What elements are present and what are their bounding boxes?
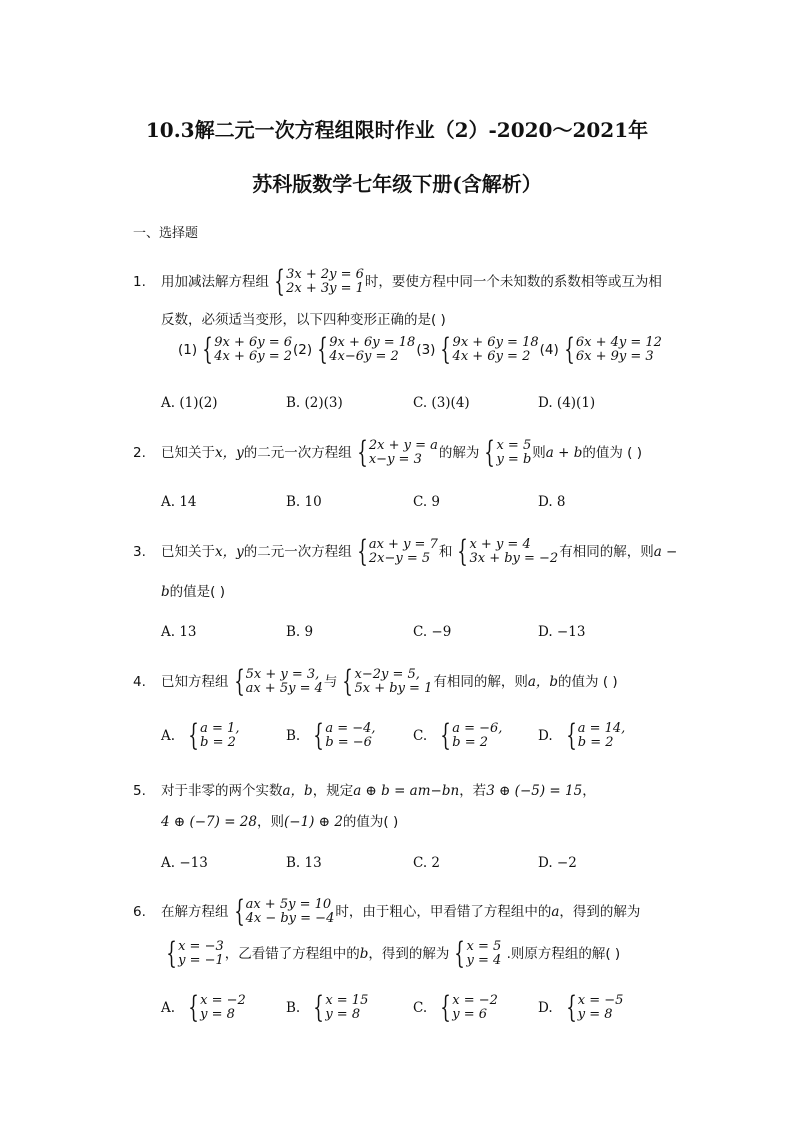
question-3-line-2: b的值是( ) — [161, 584, 225, 600]
equation-system: { 3x + 2y = 6 2x + 3y = 1 — [274, 264, 364, 299]
question-5-line-1: 5. 对于非零的两个实数a，b，规定a ⊕ b = am−bn，若3 ⊕ (−5) = 15， — [133, 783, 596, 799]
option-a[interactable]: A. (1)(2) — [161, 395, 218, 411]
question-1-line-1: 1. 用加减法解方程组 { 3x + 2y = 6 2x + 3y = 1 时，要使方程中同一个未知数的系数相等或互为相 — [133, 264, 662, 299]
option-c[interactable]: C. 2 — [413, 855, 441, 871]
question-number: 1. — [133, 274, 146, 290]
option-c[interactable]: C. { a = −6, b = 2 — [413, 718, 503, 753]
option-a[interactable]: A. { a = 1, b = 2 — [161, 718, 240, 753]
question-6-line-2: { x = −3 y = −1 ，乙看错了方程组中的b，得到的解为 { x = 5 y = 4 .则原方程组的解( ) — [166, 936, 621, 971]
option-c[interactable]: C. −9 — [413, 624, 452, 640]
option-b[interactable]: B. 13 — [286, 855, 322, 871]
option-a[interactable]: A. { x = −2 y = 8 — [161, 990, 246, 1025]
option-d[interactable]: D. { x = −5 y = 8 — [538, 990, 624, 1025]
option-d[interactable]: D. −13 — [538, 624, 586, 640]
question-5-line-2: 4 ⊕ (−7) = 28，则(−1) ⊕ 2的值为( ) — [161, 814, 399, 830]
option-d[interactable]: D. 8 — [538, 494, 566, 510]
option-d[interactable]: D. (4)(1) — [538, 395, 596, 411]
option-c[interactable]: C. { x = −2 y = 6 — [413, 990, 498, 1025]
option-b[interactable]: B. 10 — [286, 494, 322, 510]
question-4-line-1: 4. 已知方程组 { 5x + y = 3, ax + 5y = 4 与 { x−2y = 5, 5x + by = 1 有相同的解，则a，b的值为 ( ) — [133, 664, 618, 699]
option-d[interactable]: D. { a = 14, b = 2 — [538, 718, 626, 753]
question-2-line-1: 2. 已知关于x，y的二元一次方程组 { 2x + y = a x−y = 3 的解为 { x = 5 y = b 则a + b的值为 ( ) — [133, 435, 642, 470]
option-b[interactable]: B. { a = −4, b = −6 — [286, 718, 376, 753]
question-1-variants: (1) { 9x + 6y = 6 4x + 6y = 2 (2) { 9x + 6y = 18 4x−6y = 2 (3) { 9x + 6y = 18 4x + 6y = 2 (4) { 6x + 4y = 12 6x + 9y = 3 — [178, 332, 662, 367]
question-1-line-2: 反数，必须适当变形，以下四种变形正确的是( ) — [161, 312, 446, 328]
option-d[interactable]: D. −2 — [538, 855, 577, 871]
title-line-1: 10.3解二元一次方程组限时作业（2）-2020～2021年 — [145, 118, 649, 142]
question-6-line-1: 6. 在解方程组 { ax + 5y = 10 4x − by = −4 时，由于粗心，甲看错了方程组中的a，得到的解为 — [133, 894, 641, 929]
option-b[interactable]: B. 9 — [286, 624, 314, 640]
option-c[interactable]: C. 9 — [413, 494, 441, 510]
option-a[interactable]: A. 13 — [161, 624, 197, 640]
section-heading: 一、选择题 — [133, 226, 199, 241]
question-3-line-1: 3. 已知关于x，y的二元一次方程组 { ax + y = 7 2x−y = 5 和 { x + y = 4 3x + by = −2 有相同的解，则a − — [133, 534, 678, 569]
option-a[interactable]: A. −13 — [161, 855, 208, 871]
option-c[interactable]: C. (3)(4) — [413, 395, 470, 411]
option-b[interactable]: B. { x = 15 y = 8 — [286, 990, 369, 1025]
option-a[interactable]: A. 14 — [161, 494, 197, 510]
option-b[interactable]: B. (2)(3) — [286, 395, 343, 411]
title-line-2: 苏科版数学七年级下册(含解析） — [252, 172, 542, 196]
